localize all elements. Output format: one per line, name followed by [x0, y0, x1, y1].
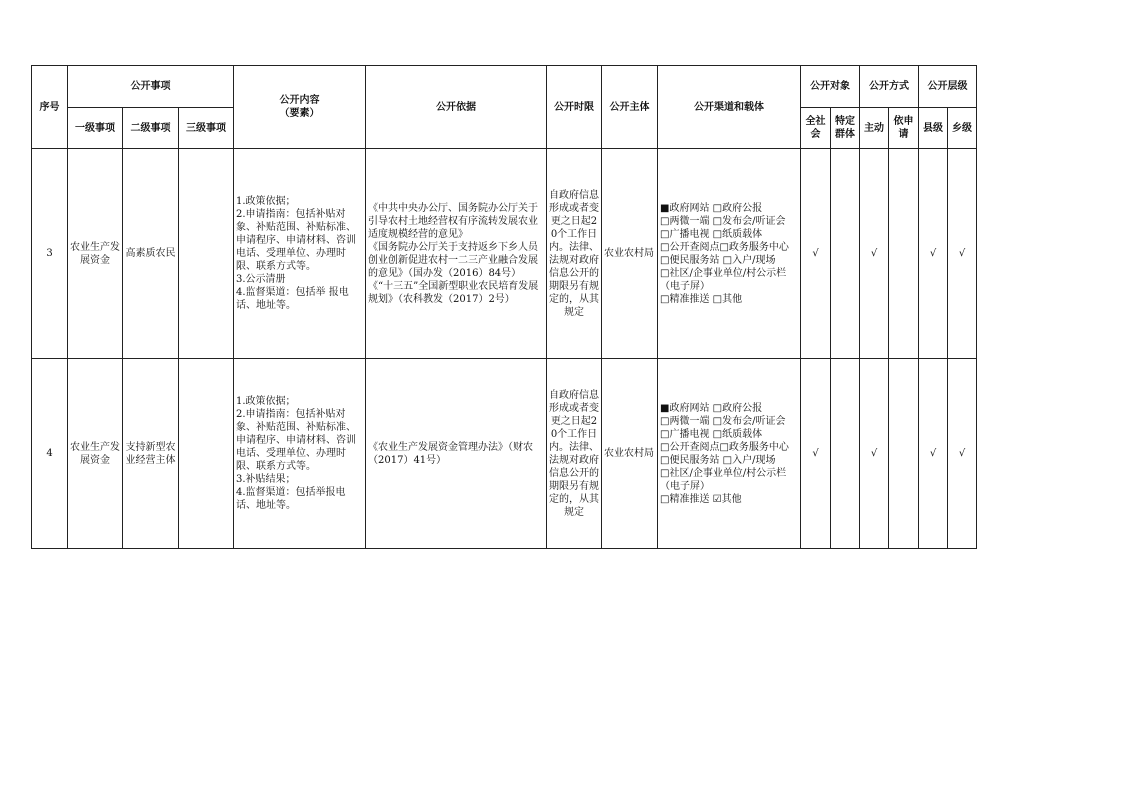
cell-level1: 农业生产发展资金 [68, 149, 123, 359]
channel-line: （电子屏） [660, 480, 710, 492]
basis-line: 《国务院办公厅关于支持返乡下乡人员创业创新促进农村一二三产业融合发展的意见》（国办发（2016）84号） [368, 241, 538, 279]
cell-level2: 支持新型农业经营主体 [123, 359, 179, 549]
cell-basis [366, 359, 547, 549]
cell-method-request [889, 149, 919, 359]
cell-content [234, 149, 366, 359]
basis-line: 《中共中央办公厅、国务院办公厅关于引导农村土地经营权有序流转发展农业适度规模经营的意见》 [368, 202, 538, 240]
header-content-sub: （要素） [279, 108, 320, 119]
header-item-group: 公开事项 [68, 66, 234, 108]
cell-level-town: √ [948, 359, 977, 549]
content-line: 3.补贴结果； [236, 474, 296, 485]
cell-basis [366, 149, 547, 359]
channel-line: （电子屏） [660, 280, 710, 292]
header-level2: 二级事项 [123, 108, 179, 149]
cell-time: 自政府信息形成或者变更之日起20个工作日内。法律、法规对政府信息公开的期限另有规定的，从其规定 [547, 149, 602, 359]
header-channel: 公开渠道和载体 [658, 66, 801, 149]
cell-level-town: √ [948, 149, 977, 359]
cell-target-specific [831, 149, 860, 359]
cell-level-county: √ [919, 149, 948, 359]
channel-line: □精准推送 □其他 [660, 293, 743, 305]
basis-line: 《“十三五”全国新型职业农民培育发展规划》（农科教发（2017）2号） [368, 280, 539, 305]
channel-line: □公开查阅点□政务服务中心 [660, 241, 789, 253]
channel-line: □精准推送 ☑其他 [660, 493, 742, 505]
channel-line: ■政府网站 □政府公报 [660, 402, 763, 414]
cell-level1: 农业生产发展资金 [68, 359, 123, 549]
header-level3: 三级事项 [179, 108, 234, 149]
header-subject: 公开主体 [602, 66, 658, 149]
channel-line: □公开查阅点□政务服务中心 [660, 441, 789, 453]
cell-method-active: √ [860, 149, 889, 359]
cell-method-request [889, 359, 919, 549]
cell-level3 [179, 359, 234, 549]
content-line: 4.监督渠道：包括举 报电话、地址等。 [236, 287, 349, 311]
disclosure-table [31, 65, 977, 549]
channel-line: □广播电视 □纸质载体 [660, 228, 763, 240]
header-row-1 [32, 66, 977, 108]
header-method-active: 主动 [860, 108, 889, 149]
channel-line: □广播电视 □纸质载体 [660, 428, 763, 440]
content-line: 4.监督渠道：包括举报电话、地址等。 [236, 487, 346, 511]
channel-line: □两微一端 □发布会/听证会 [660, 215, 786, 227]
cell-channels [658, 149, 801, 359]
channel-line: ■政府网站 □政府公报 [660, 202, 763, 214]
channel-line: □社区/企事业单位/村公示栏 [660, 467, 787, 479]
header-time: 公开时限 [547, 66, 602, 149]
header-level-town: 乡级 [948, 108, 977, 149]
header-content [234, 66, 366, 149]
cell-method-active: √ [860, 359, 889, 549]
cell-target-all: √ [801, 149, 831, 359]
header-basis: 公开依据 [366, 66, 547, 149]
header-seq: 序号 [32, 66, 68, 149]
header-method-group: 公开方式 [860, 66, 919, 108]
cell-content [234, 359, 366, 549]
cell-target-specific [831, 359, 860, 549]
table-row [32, 359, 977, 549]
cell-time: 自政府信息形成或者变更之日起20个工作日内。法律、法规对政府信息公开的期限另有规定的，从其规定 [547, 359, 602, 549]
content-line: 1.政策依据； [236, 196, 296, 207]
content-line: 3.公示清册 [236, 274, 286, 285]
cell-level2: 高素质农民 [123, 149, 179, 359]
header-target-all: 全社会 [801, 108, 831, 149]
header-target-specific: 特定群体 [831, 108, 860, 149]
header-level-group: 公开层级 [919, 66, 977, 108]
cell-subject: 农业农村局 [602, 149, 658, 359]
header-target-group: 公开对象 [801, 66, 860, 108]
header-level-county: 县级 [919, 108, 948, 149]
channel-line: □便民服务站 □入户/现场 [660, 454, 776, 466]
header-content-label: 公开内容 [279, 95, 320, 106]
cell-target-all: √ [801, 359, 831, 549]
channel-line: □便民服务站 □入户/现场 [660, 254, 776, 266]
channel-line: □社区/企事业单位/村公示栏 [660, 267, 787, 279]
cell-subject: 农业农村局 [602, 359, 658, 549]
cell-level-county: √ [919, 359, 948, 549]
cell-seq: 4 [32, 359, 68, 549]
table-row [32, 149, 977, 359]
content-line: 1.政策依据； [236, 396, 296, 407]
content-line: 2.申请指南：包括补贴对象、补贴范围、补贴标准、申请程序、申请材料、咨训电话、受理单位、办理时限、联系方式等。 [236, 209, 356, 272]
header-method-request: 依申请 [889, 108, 919, 149]
cell-level3 [179, 149, 234, 359]
channel-line: □两微一端 □发布会/听证会 [660, 415, 786, 427]
cell-seq: 3 [32, 149, 68, 359]
content-line: 2.申请指南：包括补贴对象、补贴范围、补贴标准、申请程序、申请材料、咨训电话、受理单位、办理时限、联系方式等。 [236, 409, 356, 472]
header-level1: 一级事项 [68, 108, 123, 149]
basis-line: 《农业生产发展资金管理办法》（财农（2017）41号） [368, 441, 533, 466]
cell-channels [658, 359, 801, 549]
